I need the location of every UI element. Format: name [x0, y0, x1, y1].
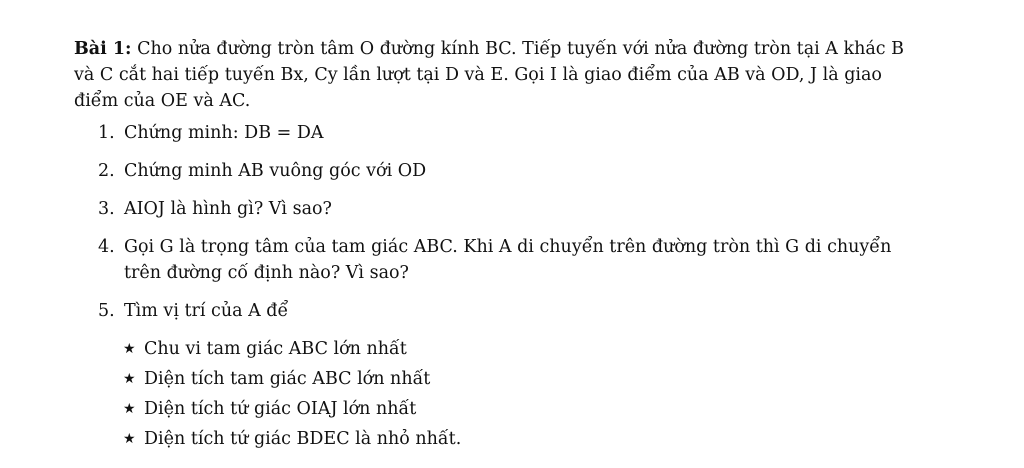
star-bullet-icon: ★: [123, 431, 136, 447]
question-text-continued: trên đường cố định nào? Vì sao?: [124, 263, 409, 283]
question-list: [74, 120, 954, 324]
question-text: Chứng minh: DB = DA: [124, 123, 324, 143]
question-number: 1.: [98, 123, 115, 143]
star-bullet-icon: ★: [123, 341, 136, 357]
sub-question-item: [74, 426, 954, 452]
question-number: 2.: [98, 161, 115, 181]
problem-label: Bài 1:: [74, 39, 132, 59]
problem-document: [74, 36, 954, 456]
question-number: 4.: [98, 237, 115, 257]
sub-question-text: Diện tích tứ giác OIAJ lớn nhất: [144, 399, 417, 419]
sub-question-item: [74, 336, 954, 362]
question-text: Chứng minh AB vuông góc với OD: [124, 161, 427, 181]
sub-question-text: Diện tích tam giác ABC lớn nhất: [144, 369, 431, 389]
sub-question-list: [74, 336, 954, 452]
question-item-1: [74, 120, 954, 146]
sub-question-item: [74, 366, 954, 392]
star-bullet-icon: ★: [123, 401, 136, 417]
question-item-3: [74, 196, 954, 222]
question-number: 3.: [98, 199, 115, 219]
sub-question-text: Diện tích tứ giác BDEC là nhỏ nhất.: [144, 429, 462, 449]
question-item-2: [74, 158, 954, 184]
question-text: Gọi G là trọng tâm của tam giác ABC. Khi A di chuyển trên đường tròn thì G di chuyển: [124, 237, 892, 257]
question-item-4: [74, 234, 954, 286]
question-item-5: [74, 298, 954, 324]
sub-question-text: Chu vi tam giác ABC lớn nhất: [144, 339, 407, 359]
question-text: AIOJ là hình gì? Vì sao?: [124, 199, 332, 219]
question-text: Tìm vị trí của A để: [124, 301, 289, 321]
star-bullet-icon: ★: [123, 371, 136, 387]
sub-question-item: [74, 396, 954, 422]
intro-line-2: và C cắt hai tiếp tuyến Bx, Cy lần lượt tại D và E. Gọi I là giao điểm của AB và OD, J là giao: [74, 65, 882, 85]
problem-statement: [74, 36, 954, 114]
intro-text-1: Cho nửa đường tròn tâm O đường kính BC. Tiếp tuyến với nửa đường tròn tại A khác B: [131, 39, 905, 59]
question-number: 5.: [98, 301, 115, 321]
intro-line-1: [74, 36, 954, 62]
intro-line-3: điểm của OE và AC.: [74, 91, 251, 111]
